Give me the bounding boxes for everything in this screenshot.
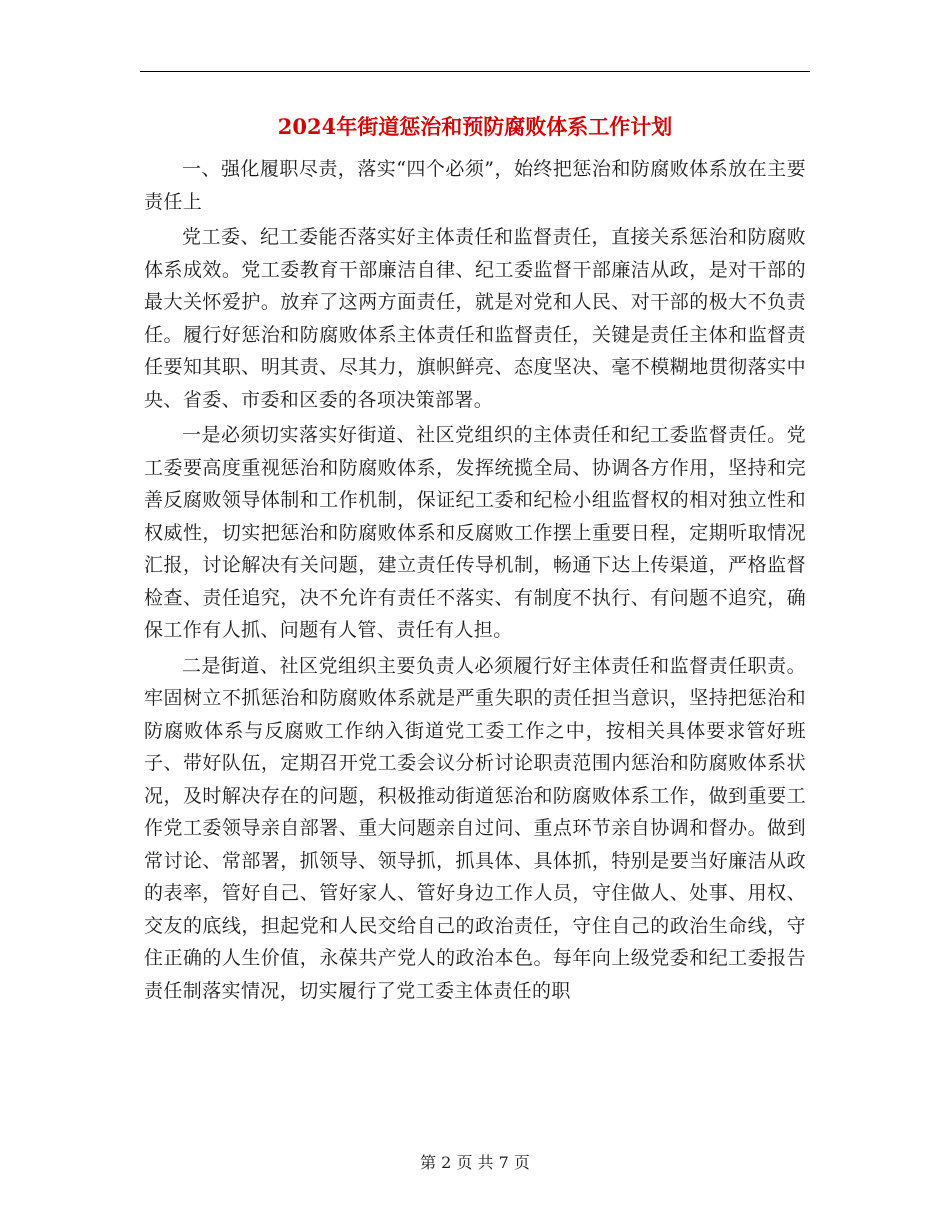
body-paragraph-3: 一是必须切实落实好街道、社区党组织的主体责任和纪工委监督责任。党工委要高度重视惩治和防腐败体系，发挥统揽全局、协调各方作用，坚持和完善反腐败领导体制和工作机制，保证纪工委和纪检小组监督权的相对独立性和权威性，切实把惩治和防腐败体系和反腐败工作摆上重要日程，定期听取情况汇报，讨论解决有关问题，建立责任传导机制，畅通下达上传渠道，严格监督检查、责任追究，决不允许有责任不落实、有制度不执行、有问题不追究，确保工作有人抓、问题有人管、责任有人担。 — [144, 424, 806, 641]
document-body — [144, 153, 806, 1007]
header-rule — [140, 71, 810, 72]
page-number-footer: 第 2 页 共 7 页 — [420, 1153, 530, 1172]
document-title: 2024年街道惩治和预防腐败体系工作计划 — [277, 114, 673, 139]
body-paragraph-1: 一、强化履职尽责，落实“四个必须”，始终把惩治和防腐败体系放在主要责任上 — [144, 158, 806, 213]
body-paragraph-4: 二是街道、社区党组织主要负责人必须履行好主体责任和监督责任职责。牢固树立不抓惩治和防腐败体系就是严重失职的责任担当意识，坚持把惩治和防腐败体系与反腐败工作纳入街道党工委工作之中，按相关具体要求管好班子、带好队伍，定期召开党工委会议分析讨论职责范围内惩治和防腐败体系状况，及时解决存在的问题，积极推动街道惩治和防腐败体系工作，做到重要工作党工委领导亲自部署、重大问题亲自过问、重点环节亲自协调和督办。做到常讨论、常部署，抓领导、领导抓，抓具体、具体抓，特别是要当好廉洁从政的表率，管好自己、管好家人、管好身边工作人员，守住做人、处事、用权、交友的底线，担起党和人民交给自己的政治责任，守住自己的政治生命线，守住正确的人生价值，永葆共产党人的政治本色。每年向上级党委和纪工委报告责任制落实情况，切实履行了党工委主体责任的职 — [144, 654, 806, 1002]
body-paragraph-2: 党工委、纪工委能否落实好主体责任和监督责任，直接关系惩治和防腐败体系成效。党工委教育干部廉洁自律、纪工委监督干部廉洁从政，是对干部的最大关怀爱护。放弃了这两方面责任，就是对党和人民、对干部的极大不负责任。履行好惩治和防腐败体系主体责任和监督责任，关键是责任主体和监督责任要知其职、明其责、尽其力，旗帜鲜亮、态度坚决、毫不模糊地贯彻落实中央、省委、市委和区委的各项决策部署。 — [144, 226, 806, 411]
